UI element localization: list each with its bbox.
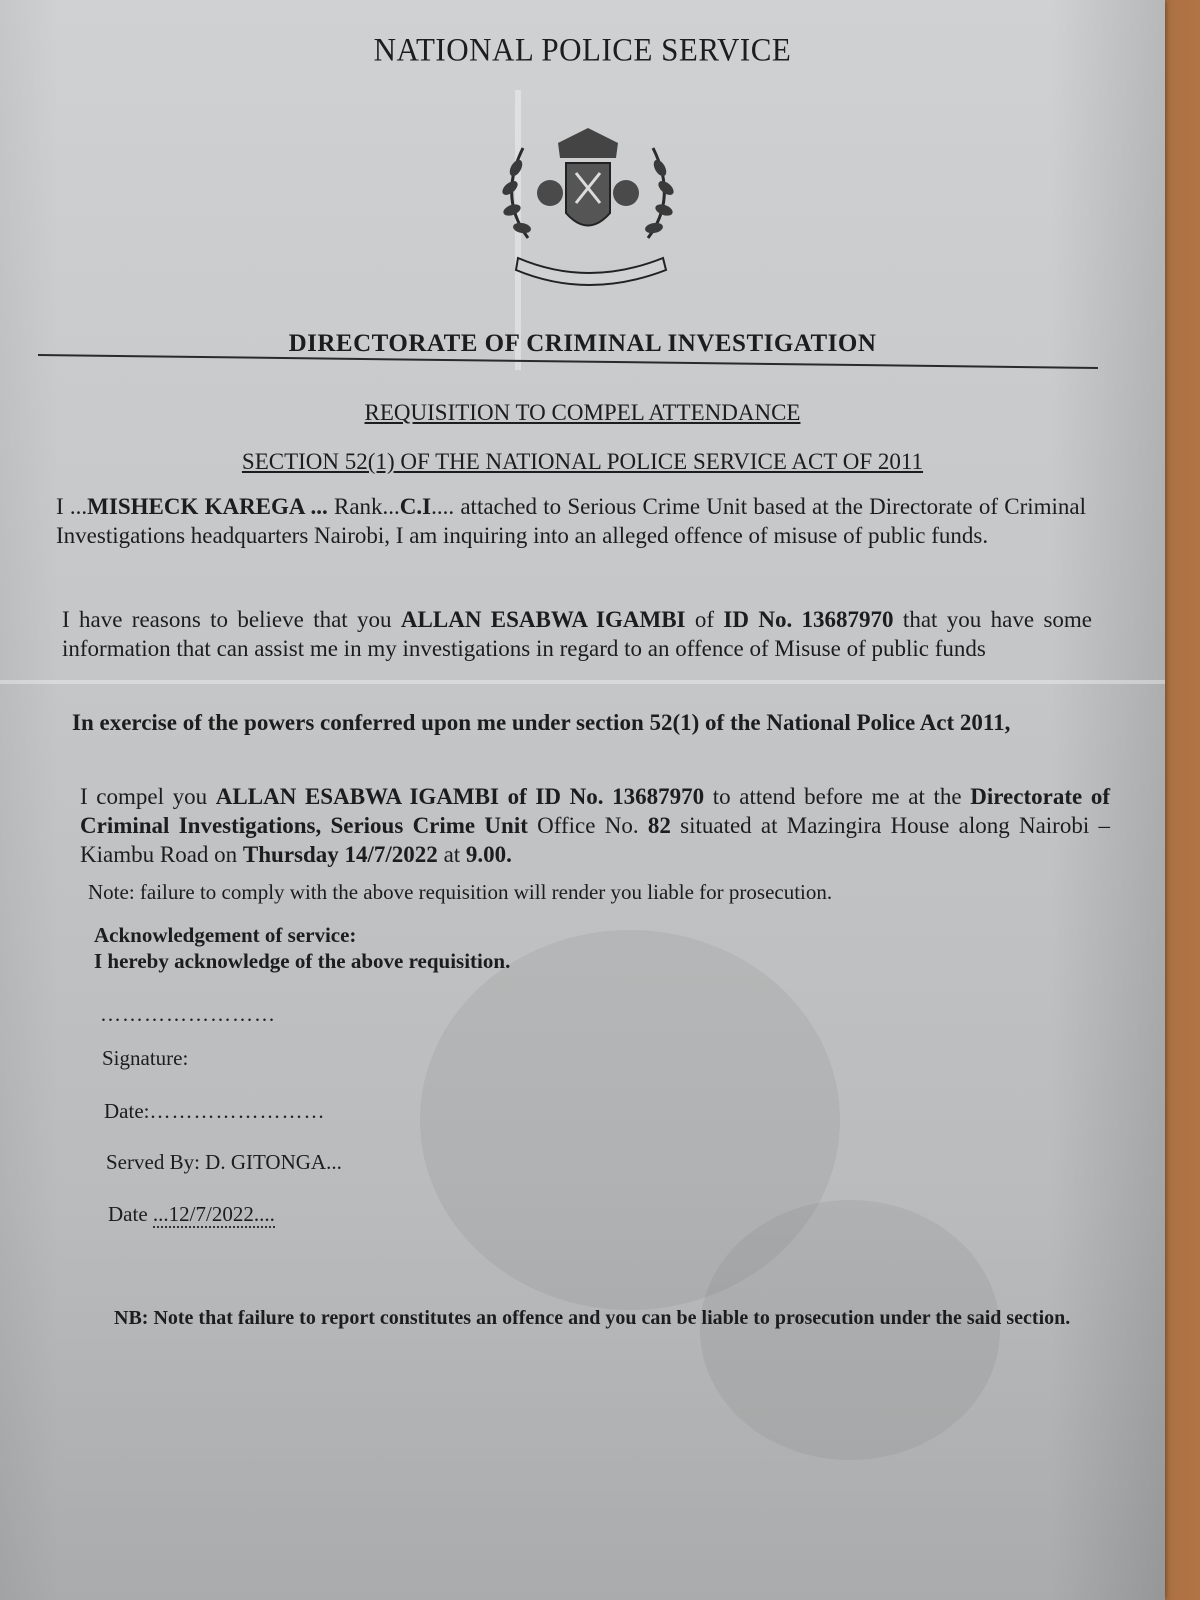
text: I have reasons to believe that you bbox=[62, 607, 401, 632]
signature-line: …………………… bbox=[100, 1002, 276, 1026]
text: to attend before me at the bbox=[704, 784, 971, 809]
text: .... attached to Serious Crime Unit based at the Directorate of Criminal Investigations headquarters Nairobi, I am inquiring into an alleged offence of misuse of public funds. bbox=[56, 494, 1086, 548]
text: Office No. bbox=[527, 813, 648, 838]
signature-label: Signature: bbox=[102, 1046, 189, 1070]
paragraph-belief bbox=[62, 605, 1092, 663]
note-text: Note: failure to comply with the above requisition will render you liable for prosecution. bbox=[88, 880, 833, 904]
text: I compel you bbox=[80, 784, 216, 809]
paragraph-compel bbox=[80, 782, 1110, 869]
date-label: Date: bbox=[104, 1099, 150, 1123]
attendance-time: 9.00. bbox=[465, 842, 512, 867]
paragraph-officer bbox=[56, 492, 1086, 550]
text: Rank... bbox=[327, 494, 400, 519]
text: of bbox=[685, 607, 724, 632]
served-date-label: Date bbox=[108, 1202, 153, 1226]
office-number: 82 bbox=[647, 813, 671, 838]
acknowledgement-block bbox=[94, 922, 510, 974]
served-by-field bbox=[106, 1150, 342, 1175]
attendance-date: Thursday 14/7/2022 bbox=[242, 842, 438, 867]
acknowledgement-statement: I hereby acknowledge of the above requisition. bbox=[94, 949, 511, 973]
subject-name: ALLAN ESABWA IGAMBI bbox=[400, 607, 686, 632]
text: that you have some information that can assist me in my investigations in regard to an offence of Misuse of public funds bbox=[62, 607, 1092, 661]
paper-crease bbox=[0, 680, 1165, 684]
acknowledgement-title: Acknowledgement of service: bbox=[94, 923, 357, 947]
subject-id: ID No. 13687970 bbox=[723, 607, 894, 632]
office-name: Directorate of Criminal Investigations, Serious Crime Unit bbox=[80, 784, 1111, 838]
officer-name: MISHECK KAREGA ... bbox=[87, 494, 328, 519]
served-date-field bbox=[108, 1202, 275, 1227]
national-police-service-crest-icon bbox=[488, 118, 688, 298]
agency-title: NATIONAL POLICE SERVICE bbox=[373, 31, 792, 68]
text: I ... bbox=[56, 494, 88, 519]
officer-rank: C.I bbox=[399, 494, 432, 519]
text: at bbox=[437, 842, 466, 867]
text: situated at Mazingira House along Nairobi – Kiambu Road on bbox=[80, 813, 1110, 867]
served-by-label: Served By: bbox=[106, 1150, 206, 1174]
section-title: SECTION 52(1) OF THE NATIONAL POLICE SERVICE ACT OF 2011 bbox=[241, 449, 924, 474]
served-date-value: ...12/7/2022.... bbox=[152, 1202, 275, 1226]
requisition-title: REQUISITION TO COMPEL ATTENDANCE bbox=[364, 400, 801, 425]
directorate-title: DIRECTORATE OF CRIMINAL INVESTIGATION bbox=[288, 330, 877, 357]
subject-name-id: ALLAN ESABWA IGAMBI of ID No. 13687970 bbox=[215, 784, 705, 809]
date-field bbox=[104, 1099, 325, 1124]
nb-warning: NB: Note that failure to report constitutes an offence and you can be liable to prosecution under the said section. bbox=[114, 1307, 1071, 1329]
date-value: …………………… bbox=[149, 1099, 326, 1123]
paragraph-powers: In exercise of the powers conferred upon me under section 52(1) of the National Police Act 2011, bbox=[72, 710, 1011, 735]
served-by-name: D. GITONGA... bbox=[205, 1150, 342, 1174]
